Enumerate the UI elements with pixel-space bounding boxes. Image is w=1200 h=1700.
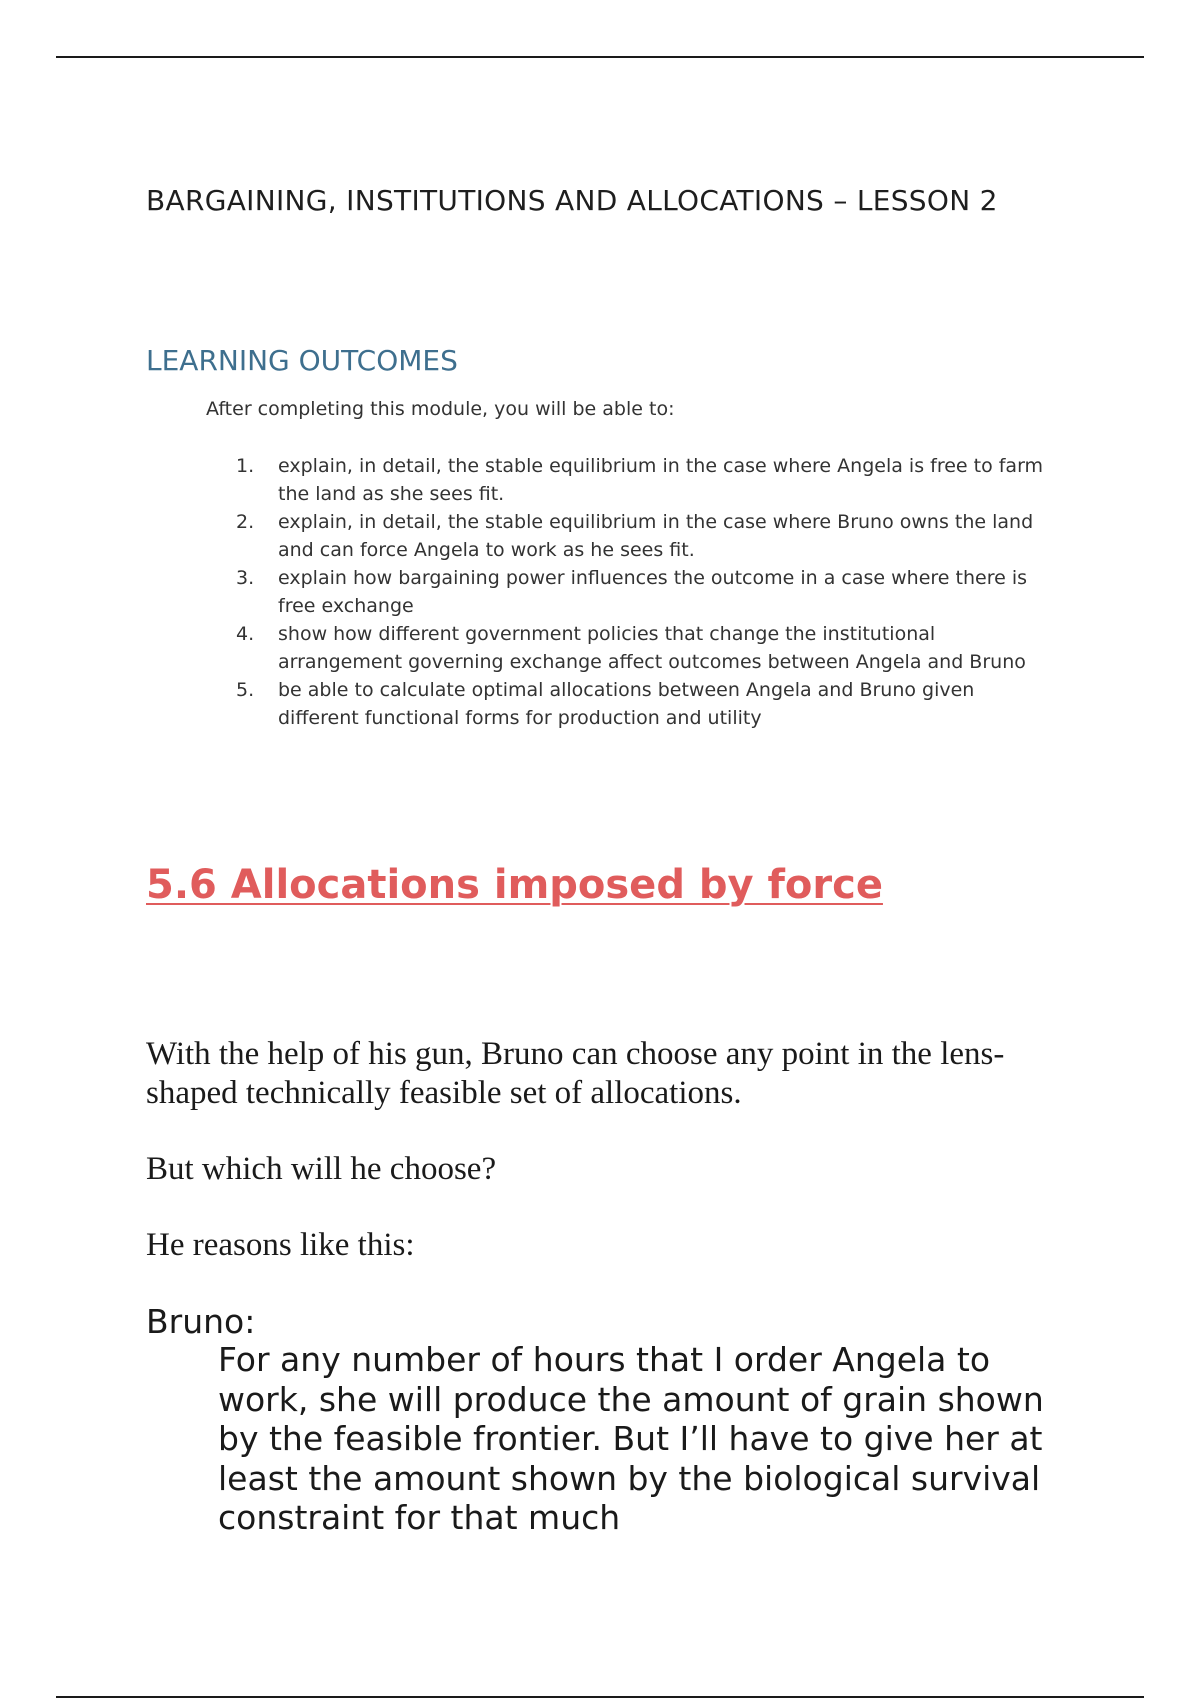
speaker-quote: For any number of hours that I order Angela to work, she will produce the amount of grain shown by the feasible frontier. But I’ll have to give her at least the amount shown by the biological survival constraint for that much xyxy=(218,1340,1044,1537)
list-item xyxy=(236,564,1056,620)
list-item-number: 5. xyxy=(236,679,255,701)
learning-outcomes-list xyxy=(236,452,1056,732)
learning-outcomes-heading: LEARNING OUTCOMES xyxy=(146,344,458,377)
list-item-number: 1. xyxy=(236,455,255,477)
list-item xyxy=(236,620,1056,676)
learning-outcomes-intro: After completing this module, you will be able to: xyxy=(206,398,675,420)
list-item-number: 4. xyxy=(236,623,255,645)
top-rule xyxy=(56,56,1144,58)
bottom-rule xyxy=(56,1696,1144,1698)
section-heading: 5.6 Allocations imposed by force xyxy=(146,862,883,908)
body-paragraph: But which will he choose? xyxy=(146,1151,497,1187)
body-paragraph: With the help of his gun, Bruno can choose any point in the lens-shaped technically feasible set of allocations. xyxy=(146,1036,1005,1111)
list-item-number: 2. xyxy=(236,511,255,533)
document-title: BARGAINING, INSTITUTIONS AND ALLOCATIONS – LESSON 2 xyxy=(146,184,998,217)
list-item-text: explain, in detail, the stable equilibrium in the case where Angela is free to farm the land as she sees fit. xyxy=(278,455,1044,505)
list-item-text: explain how bargaining power influences the outcome in a case where there is free exchange xyxy=(278,567,1027,617)
list-item-number: 3. xyxy=(236,567,255,589)
list-item xyxy=(236,676,1056,732)
list-item-text: explain, in detail, the stable equilibrium in the case where Bruno owns the land and can force Angela to work as he sees fit. xyxy=(278,511,1034,561)
list-item xyxy=(236,508,1056,564)
body-paragraph: He reasons like this: xyxy=(146,1227,415,1263)
list-item-text: show how different government policies that change the institutional arrangement governing exchange affect outcomes between Angela and Bruno xyxy=(278,623,1026,673)
speaker-label: Bruno: xyxy=(146,1302,256,1341)
list-item xyxy=(236,452,1056,508)
list-item-text: be able to calculate optimal allocations between Angela and Bruno given different functional forms for production and utility xyxy=(278,679,975,729)
